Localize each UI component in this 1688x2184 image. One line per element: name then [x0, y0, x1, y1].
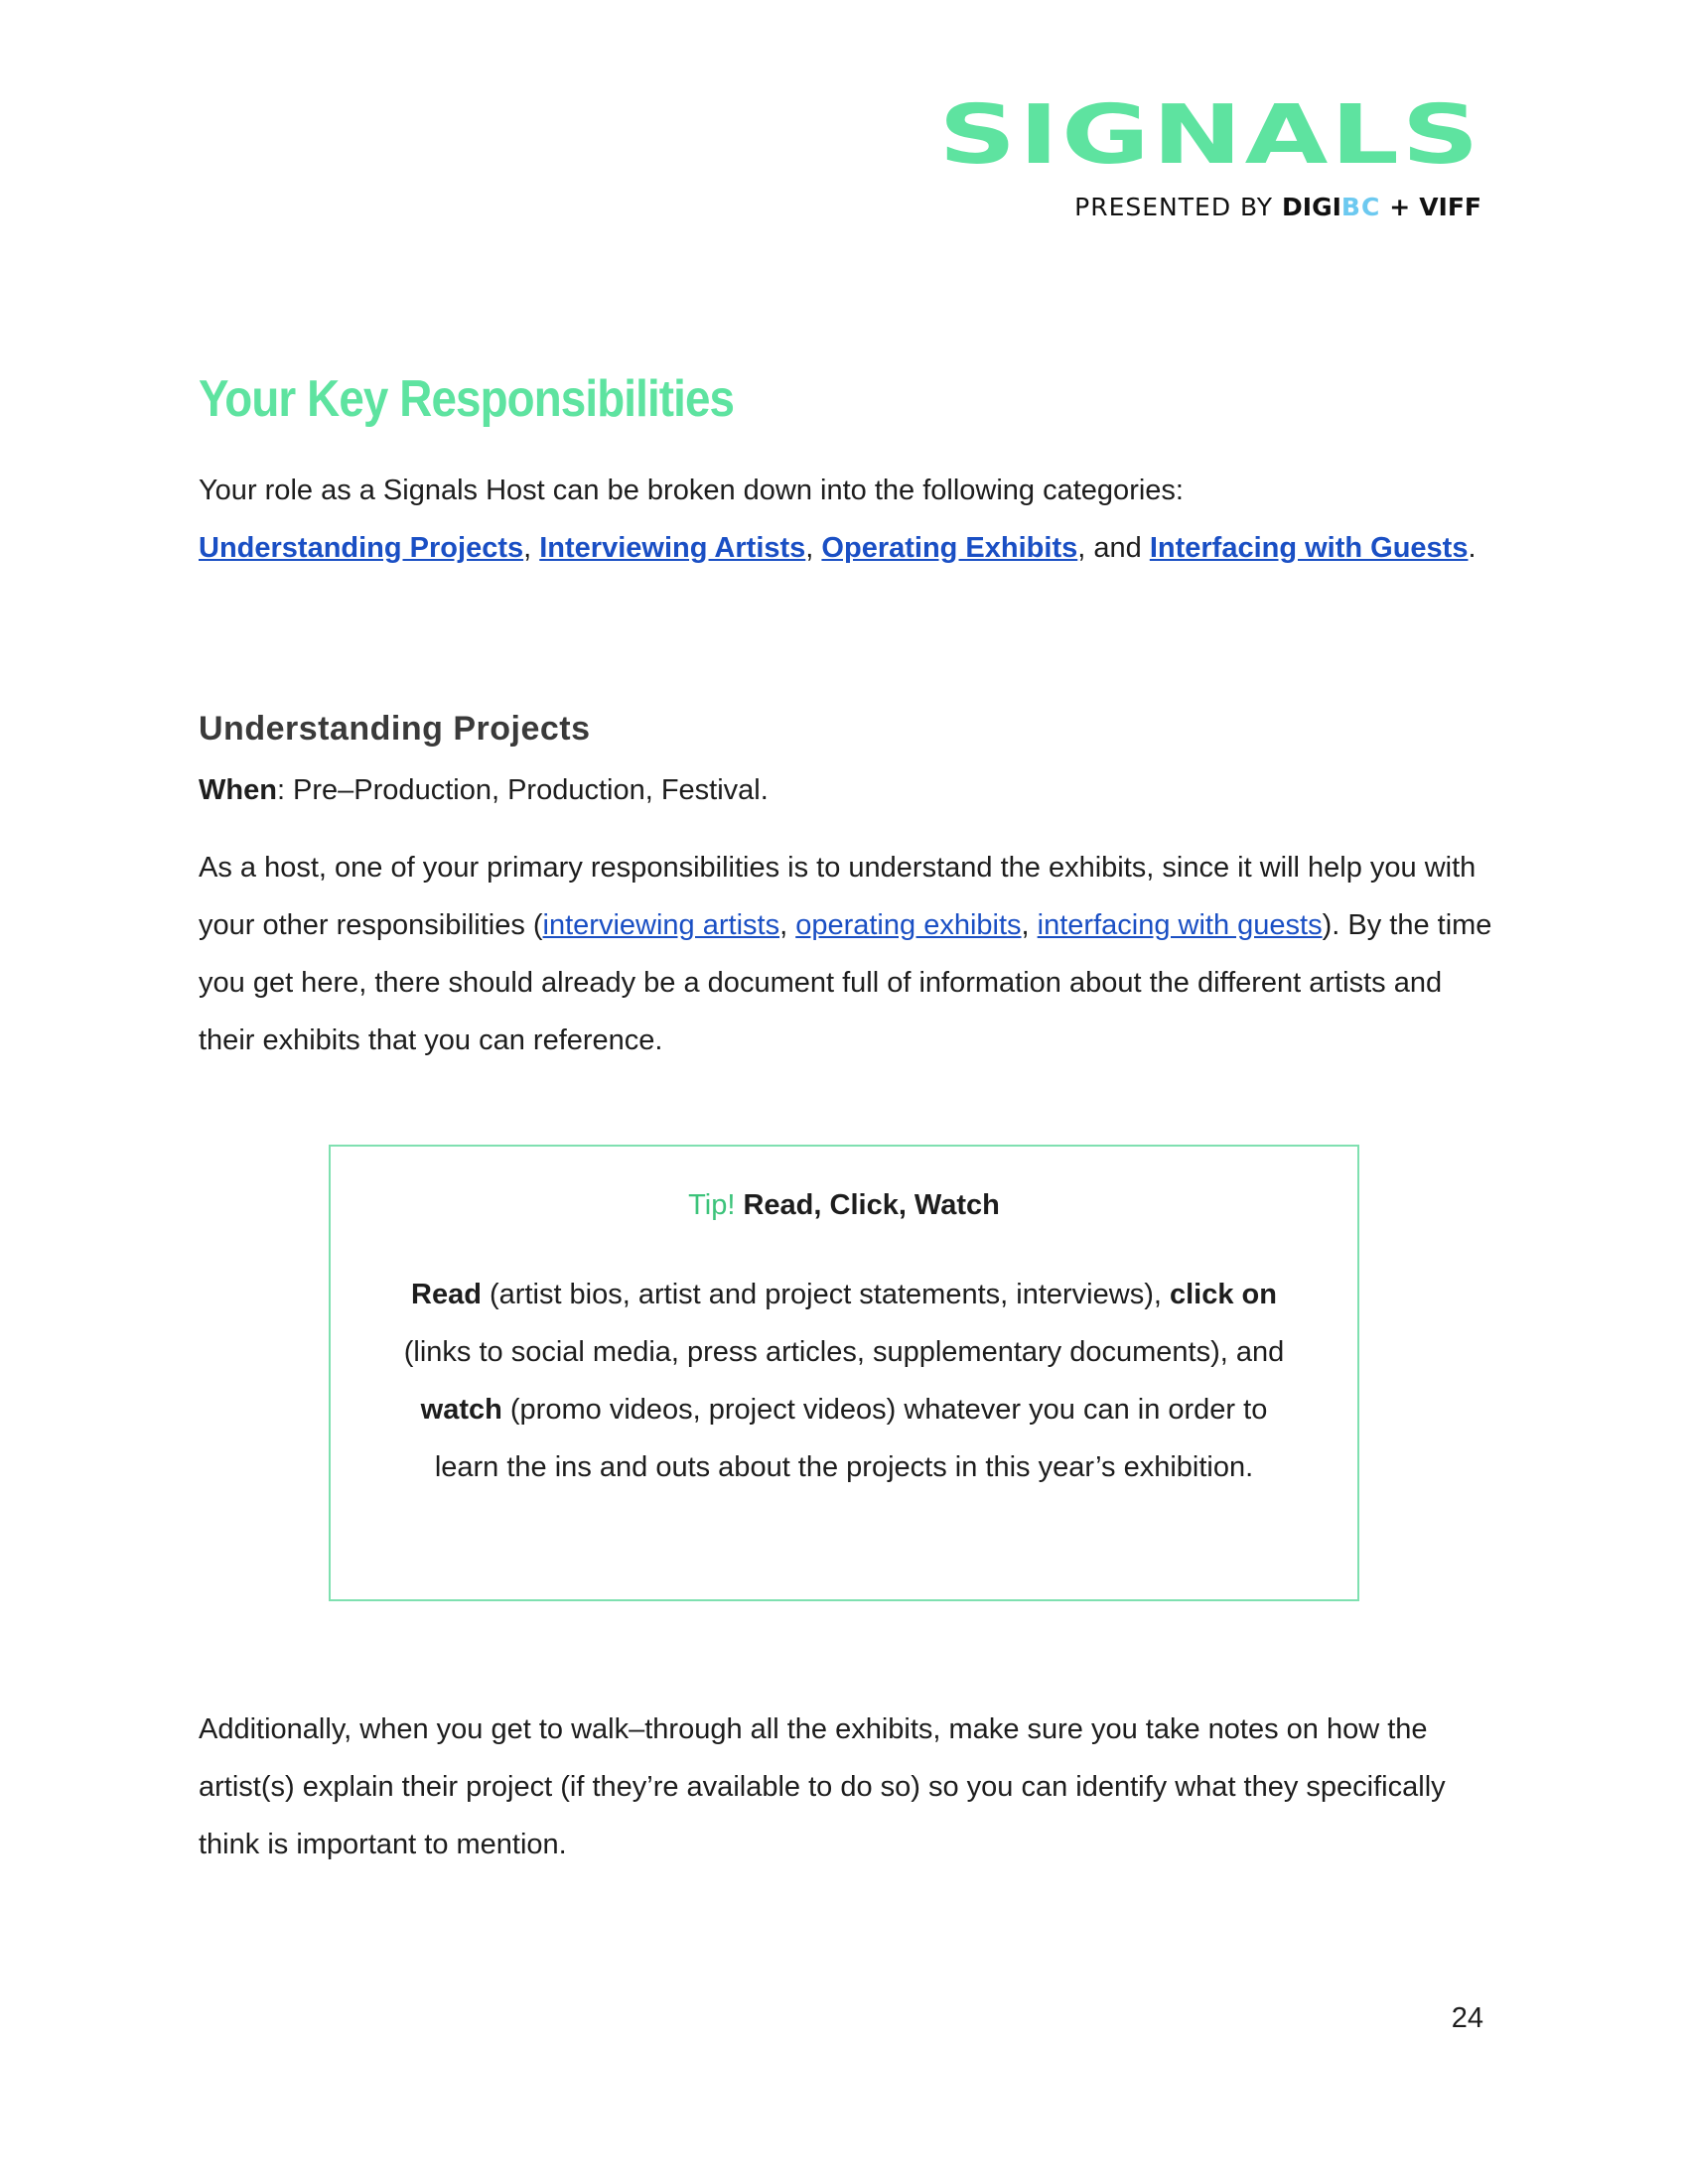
- body-paragraph-1: [199, 839, 1499, 1069]
- tip-box: [329, 1145, 1359, 1601]
- section-heading: Understanding Projects: [199, 710, 591, 748]
- presented-by-text: PRESENTED BY: [1074, 193, 1274, 221]
- tip-title: [331, 1189, 1357, 1222]
- bc-text: BC: [1340, 193, 1381, 221]
- intro-paragraph: [199, 462, 1489, 577]
- when-value: : Pre–Production, Production, Festival.: [276, 774, 769, 806]
- tip-read: Read: [411, 1279, 482, 1310]
- para1-start: As a host, one of your primary responsibilities is to understand the exhibits, since it will help you with your other responsibilities (: [199, 852, 1477, 941]
- link-interfacing-with-guests-inline[interactable]: interfacing with guests: [1037, 909, 1323, 941]
- link-operating-exhibits[interactable]: Operating Exhibits: [821, 532, 1078, 564]
- page-title: Your Key Responsibilities: [199, 370, 735, 428]
- separator: ,: [1021, 909, 1038, 941]
- tip-watch-text: (promo videos, project videos) whatever you can in order to learn the ins and outs about the projects in this year’s exhibition.: [434, 1394, 1268, 1483]
- separator: ,: [779, 909, 796, 941]
- tip-label: Tip!: [688, 1189, 736, 1221]
- link-understanding-projects[interactable]: Understanding Projects: [199, 532, 524, 564]
- when-line: [199, 761, 769, 819]
- tip-read-text: (artist bios, artist and project statements, interviews),: [481, 1279, 1170, 1310]
- link-operating-exhibits-inline[interactable]: operating exhibits: [795, 909, 1022, 941]
- body-paragraph-2: Additionally, when you get to walk–through all the exhibits, make sure you take notes on how the artist(s) explain their project (if they’re available to do so) so you can identify what they specifically think is important to mention.: [199, 1713, 1446, 1860]
- tip-watch: watch: [420, 1394, 502, 1426]
- tip-heading: Read, Click, Watch: [735, 1189, 1000, 1221]
- para1-end: ). By the time you get here, there should already be a document full of information about the different artists and their exhibits that you can reference.: [199, 909, 1492, 1056]
- tip-body: [390, 1266, 1298, 1496]
- tip-click-text: (links to social media, press articles, supplementary documents), and: [403, 1336, 1285, 1368]
- signals-logo: [938, 88, 1481, 221]
- plus-text: +: [1389, 193, 1411, 221]
- tip-click: click on: [1169, 1279, 1277, 1310]
- viff-text: VIFF: [1419, 193, 1481, 221]
- digi-text: DIGI: [1282, 193, 1341, 221]
- link-interviewing-artists[interactable]: Interviewing Artists: [539, 532, 806, 564]
- link-interviewing-artists-inline[interactable]: interviewing artists: [542, 909, 780, 941]
- logo-presented-by: [1070, 193, 1481, 221]
- separator: , and: [1077, 532, 1150, 564]
- logo-wordmark: SIGNALS: [938, 88, 1481, 183]
- period: .: [1468, 532, 1477, 564]
- page-number: 24: [1451, 2002, 1483, 2034]
- when-label: When: [199, 774, 277, 806]
- separator: ,: [523, 532, 540, 564]
- intro-text: Your role as a Signals Host can be broken down into the following categories:: [199, 475, 1184, 506]
- separator: ,: [805, 532, 822, 564]
- link-interfacing-with-guests[interactable]: Interfacing with Guests: [1149, 532, 1469, 564]
